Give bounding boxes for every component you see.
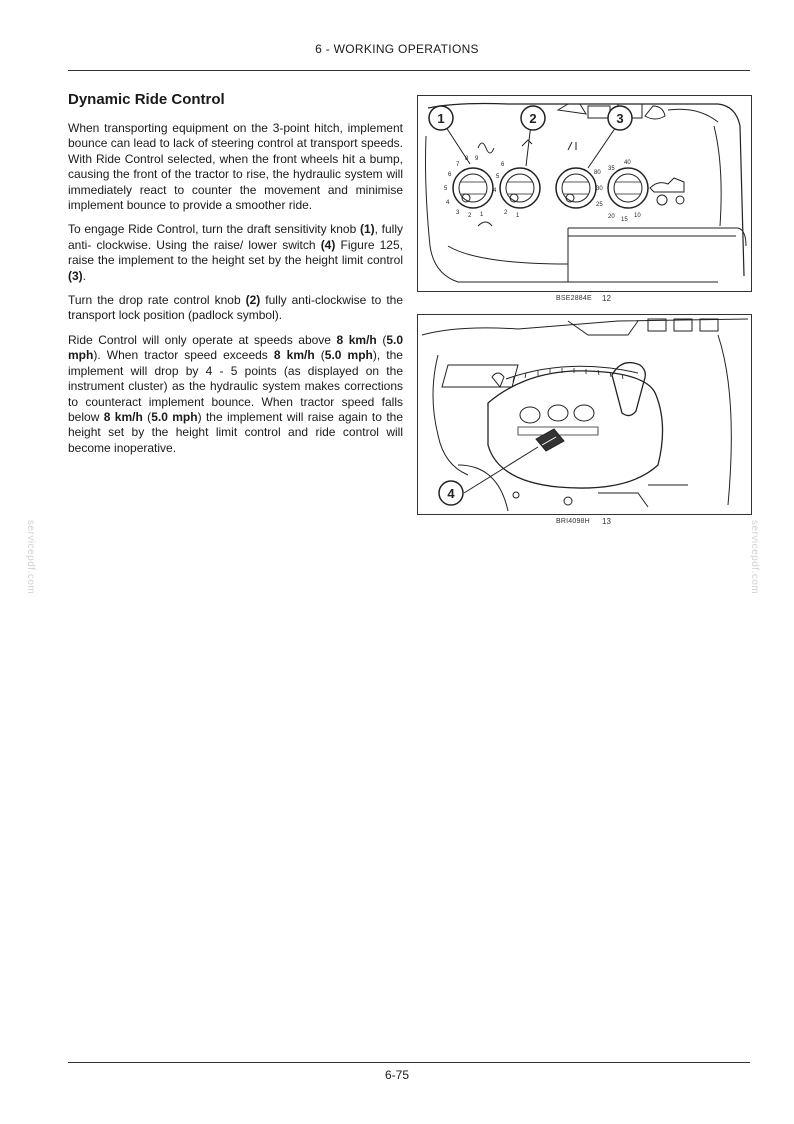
figure-number: 13: [602, 517, 611, 526]
scale-number: 5: [444, 186, 448, 192]
paragraph-intro: When transporting equipment on the 3-point hitch, implement bounce can lead to lack of steering control at transport speeds. With Ride Control selected, when the front wheels hit a bump, causing the front of the tractor to rise, the hydraulic system will immediately react to counter the movement and minimise implement bounce to provide a smoother ride.: [68, 121, 403, 213]
callout-4: [439, 481, 463, 505]
watermark-left: servicepdf.com: [25, 520, 36, 595]
scale-number: 1: [516, 213, 520, 219]
callout-3: [608, 106, 632, 130]
figure-control-knobs: [417, 95, 752, 292]
svg-text:1: 1: [437, 111, 445, 126]
height-limit-knob-icon: [556, 168, 596, 208]
figure-armrest-console: [417, 314, 752, 515]
svg-text:2: 2: [529, 111, 537, 126]
body-text-column: [68, 121, 403, 465]
scale-number: 80: [594, 170, 601, 176]
page-header-title: 6 - WORKING OPERATIONS: [315, 42, 479, 56]
paragraph-speed: Ride Control will only operate at speeds above 8 km/h (5.0 mph). When tractor speed exceeds 8 km/h (5.0 mph), the implement will drop by 4 - 5 points (as displayed on the instrument cluster) as the hydraulic system makes corrections to counteract implement bounce. When tractor speed falls below 8 km/h (5.0 mph) the implement will raise again to the height set by the height limit control and ride control will become inoperative.: [68, 332, 404, 455]
scale-number: 4: [446, 200, 450, 206]
scale-number: 30: [596, 186, 603, 192]
scale-number: 15: [621, 217, 628, 223]
scale-number: 20: [608, 214, 615, 220]
raise-lower-switch-icon: [536, 429, 564, 451]
scale-number: 3: [456, 210, 460, 216]
scale-number: 6: [448, 172, 452, 178]
figure-code: BSE2884E: [556, 295, 592, 302]
figure-number: 12: [602, 294, 611, 303]
svg-text:3: 3: [616, 111, 624, 126]
scale-number: 40: [624, 160, 631, 166]
drop-rate-knob-icon: [500, 168, 540, 208]
fourth-knob-icon: [608, 168, 648, 208]
watermark-right: servicepdf.com: [749, 520, 760, 595]
scale-number: 6: [501, 162, 505, 168]
scale-number: 5: [496, 174, 500, 180]
callout-1: [429, 106, 453, 130]
scale-number: 1: [480, 212, 484, 218]
scale-number: 10: [634, 213, 641, 219]
svg-text:4: 4: [447, 486, 455, 501]
paragraph-drop-rate: Turn the drop rate control knob (2) fully anti-clockwise to the transport lock position (padlock symbol).: [68, 293, 403, 323]
scale-number: 9: [475, 156, 479, 162]
scale-number: 35: [608, 166, 615, 172]
scale-number: 2: [504, 210, 508, 216]
header-rule: [68, 70, 750, 71]
scale-number: 2: [468, 213, 472, 219]
footer-rule: [68, 1062, 750, 1063]
callout-2: [521, 106, 545, 130]
scale-number: 8: [465, 156, 469, 162]
scale-number: 7: [456, 162, 460, 168]
paragraph-engage: To engage Ride Control, turn the draft sensitivity knob (1), fully anti- clockwise. Using the raise/ lower switch (4) Figure 125, raise the implement to the height set by the height limit control (3).: [68, 222, 403, 283]
draft-sensitivity-knob-icon: [453, 168, 493, 208]
scale-number: 25: [596, 202, 603, 208]
section-heading: Dynamic Ride Control: [68, 91, 225, 108]
figure-code: BRI4098H: [556, 518, 590, 525]
scale-number: 4: [493, 188, 497, 194]
page-number: 6-75: [384, 1068, 410, 1082]
